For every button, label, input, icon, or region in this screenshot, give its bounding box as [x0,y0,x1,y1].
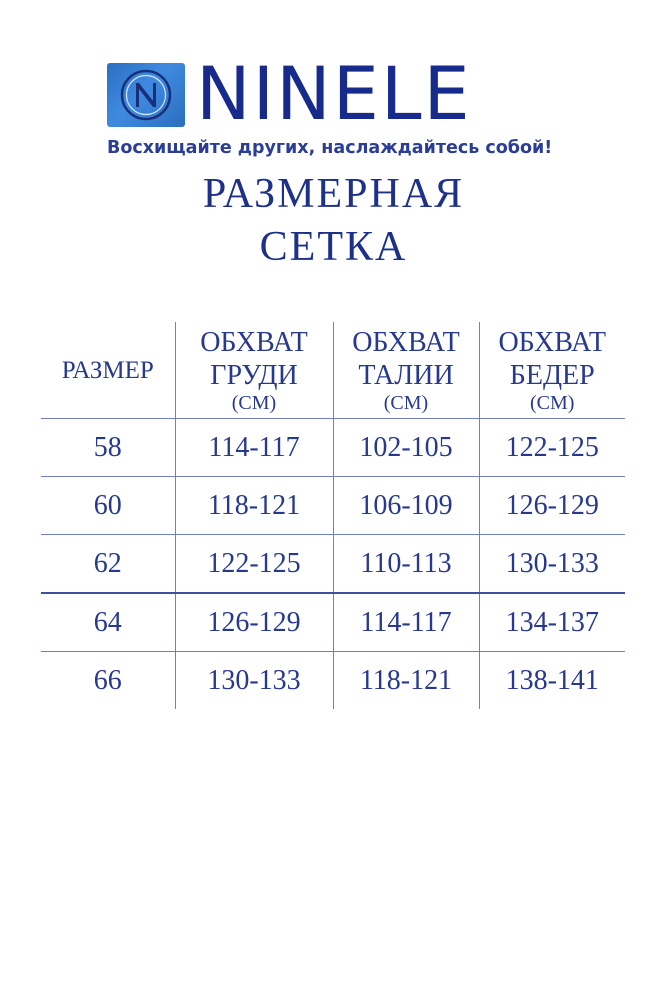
cell-hips: 130-133 [479,535,625,594]
brand-logo-badge [107,63,185,127]
cell-size: 64 [41,593,175,652]
cell-waist: 110-113 [333,535,479,594]
cell-hips: 126-129 [479,477,625,535]
table-row [41,535,625,594]
header-waist [333,322,479,419]
header-hips-line-2: БЕДЕР [509,360,595,391]
cell-hips: 138-141 [479,652,625,710]
cell-size: 62 [41,535,175,594]
table-row [41,419,625,477]
cell-chest: 114-117 [175,419,333,477]
header-chest [175,322,333,419]
cell-chest: 118-121 [175,477,333,535]
cell-size: 58 [41,419,175,477]
header-hips [479,322,625,419]
header-hips-line-1: ОБХВАТ [498,327,607,358]
header-chest-line-2: ГРУДИ [210,360,298,391]
brand-logo-wordmark: NINELE [196,52,472,137]
cell-size: 60 [41,477,175,535]
header-size [41,322,175,419]
brand-tagline: Восхищайте других, наслаждайтесь собой! [107,138,553,158]
page-title-line-2: СЕТКА [259,224,408,270]
table-row [41,477,625,535]
header-waist-unit: (СМ) [383,392,429,414]
header-size-label: РАЗМЕР [61,356,154,384]
cell-chest: 122-125 [175,535,333,594]
cell-hips: 122-125 [479,419,625,477]
header-waist-line-1: ОБХВАТ [352,327,460,358]
cell-waist: 106-109 [333,477,479,535]
table-row [41,593,625,652]
cell-waist: 102-105 [333,419,479,477]
cell-waist: 118-121 [333,652,479,710]
cell-size: 66 [93,664,122,696]
header-waist-line-2: ТАЛИИ [358,360,454,391]
cell-hips: 134-137 [479,593,625,652]
page-title-line-1: РАЗМЕРНАЯ [202,171,465,217]
header-chest-unit: (СМ) [231,392,277,414]
table-row [41,652,625,710]
table-header-row [41,322,625,419]
size-chart-table [41,322,625,709]
header-chest-line-1: ОБХВАТ [200,327,308,358]
cell-chest: 130-133 [175,652,333,710]
cell-chest: 126-129 [175,593,333,652]
header-hips-unit: (СМ) [530,392,575,414]
cell-waist: 114-117 [333,593,479,652]
